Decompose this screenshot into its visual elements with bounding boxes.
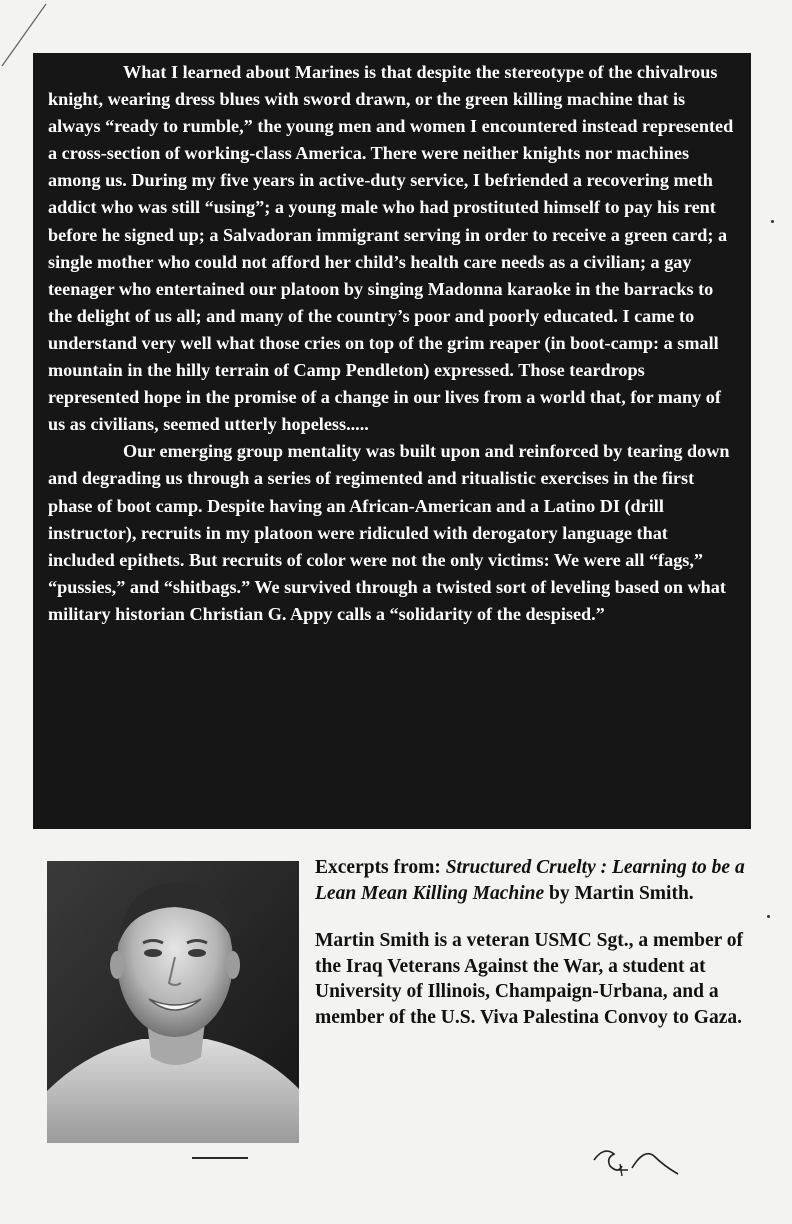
excerpt-paragraph-2: Our emerging group mentality was built upon and reinforced by tearing down and degrading us through a series of regimented and ritualistic exercises in the first phase of boot camp. Despite having an African-American and a Latino DI (drill instructor), recruits in my platoon were ridiculed with derogatory language that included epithets. But recruits of color were not the only victims: We were all “fags,” “pussies,” and “shitbags.” We survived through a twisted sort of leveling based on what military historian Christian G. Appy calls a “solidarity of the despised.” [48, 441, 730, 624]
photo-underline [192, 1157, 248, 1159]
scan-speck [771, 220, 774, 223]
excerpt-title: Structured Cruelty : Learning to be a Lean Mean Killing Machine [315, 857, 745, 904]
excerpt-paragraph-1: What I learned about Marines is that despite the stereotype of the chivalrous knight, wearing dress blues with sword drawn, or the green killing machine that is always “ready to rumble,” the young men and women I encountered instead represented a cross-section of working-class America. There were neither knights nor machines among us. During my five years in active-duty service, I befriended a recovering meth addict who was still “using”; a young male who had prostituted himself to pay his rent before he signed up; a Salvadoran immigrant serving in order to receive a green card; a single mother who could not afford her child’s health care needs as a civilian; a gay teenager who entertained our platoon by singing Madonna karaoke in the barracks to the delight of us all; and many of the country’s poor and poorly educated. I came to understand very well what those cries on top of the grim reaper (in boot-camp: a small mountain in the hilly terrain of Camp Pendleton) expressed. Those teardrops represented hope in the promise of a change in our lives from a world that, for many of us as civilians, seemed utterly hopeless..... [48, 62, 734, 435]
handwritten-signature [588, 1140, 684, 1180]
scan-speck [767, 915, 770, 918]
excerpt-prefix: Excerpts from: [315, 857, 446, 878]
author-portrait-image [47, 861, 299, 1143]
author-bio: Martin Smith is a veteran USMC Sgt., a member of the Iraq Veterans Against the War, a student at University of Illinois, Champaign-Urbana, and a member of the U.S. Viva Palestina Convoy to Gaza. [315, 930, 744, 1028]
author-photo [47, 861, 299, 1143]
excerpt-source [315, 855, 755, 906]
excerpt-author: by Martin Smith. [544, 882, 694, 904]
caption-block [315, 855, 755, 1030]
excerpt-text-box [33, 53, 751, 829]
